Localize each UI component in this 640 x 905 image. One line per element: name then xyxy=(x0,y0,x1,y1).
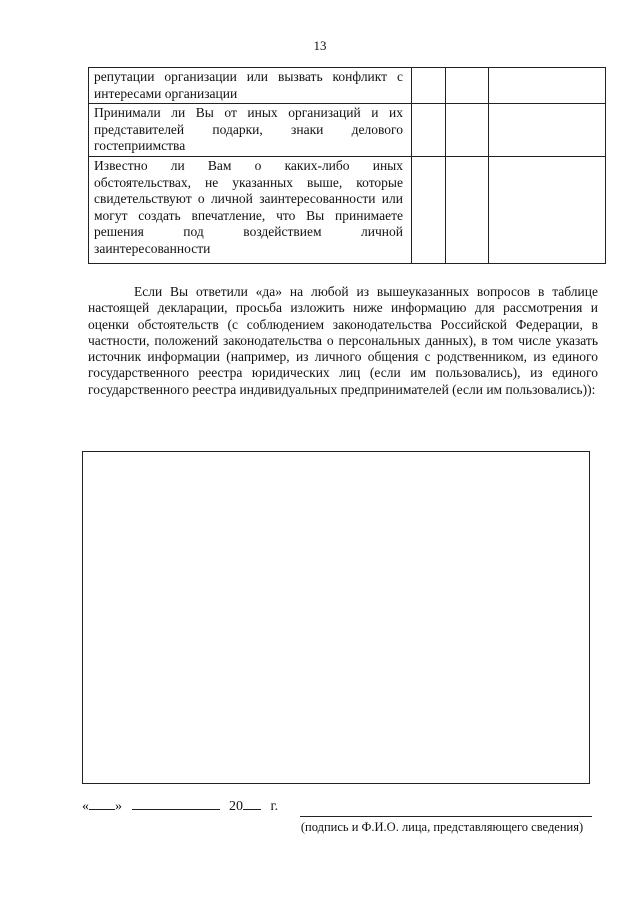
declaration-table xyxy=(88,67,606,264)
instruction-paragraph: Если Вы ответили «да» на любой из вышеуказанных вопросов в таблице настоящей декларации, просьба изложить ниже информацию для рассмотрения и оценки обстоятельств (с соблюдением законодательства Российской Федерации, в частности, положений законодательства о персональных данных), в том числе указать источник информации (например, из личного общения с родственником, из единого государственного реестра юридических лиц (если им пользовались), из единого государственного реестра индивидуальных предпринимателей (если им пользовались)): xyxy=(88,284,598,397)
signature-line[interactable] xyxy=(300,816,592,817)
answer-cell-no[interactable] xyxy=(446,104,489,157)
page-number: 13 xyxy=(313,38,327,53)
day-blank[interactable] xyxy=(89,797,115,810)
date-line xyxy=(82,797,278,815)
table-row xyxy=(89,104,606,157)
year-blank[interactable] xyxy=(243,797,261,810)
answer-cell-yes[interactable] xyxy=(412,104,446,157)
quote-open: « xyxy=(82,799,89,814)
table-row xyxy=(89,157,606,264)
answer-cell-yes[interactable] xyxy=(412,157,446,264)
month-blank[interactable] xyxy=(132,797,220,810)
answer-cell-comment[interactable] xyxy=(489,104,606,157)
answer-cell-no[interactable] xyxy=(446,68,489,104)
question-cell: Принимали ли Вы от иных организаций и их представителей подарки, знаки делового гостеприимства xyxy=(89,104,412,157)
year-suffix: г. xyxy=(270,799,279,814)
answer-cell-yes[interactable] xyxy=(412,68,446,104)
answer-cell-comment[interactable] xyxy=(489,157,606,264)
question-cell: Известно ли Вам о каких-либо иных обстоятельствах, не указанных выше, которые свидетельствуют о личной заинтересованности или могут создать впечатление, что Вы принимаете решения под воздействием личной заинтересованности xyxy=(89,157,412,264)
explanation-box[interactable] xyxy=(82,451,590,784)
signature-caption: (подпись и Ф.И.О. лица, представляющего сведения) xyxy=(300,820,584,834)
answer-cell-no[interactable] xyxy=(446,157,489,264)
question-cell: репутации организации или вызвать конфликт с интересами организации xyxy=(89,68,412,104)
year-prefix: 20 xyxy=(229,799,243,814)
table-row xyxy=(89,68,606,104)
quote-close: » xyxy=(115,799,122,814)
answer-cell-comment[interactable] xyxy=(489,68,606,104)
